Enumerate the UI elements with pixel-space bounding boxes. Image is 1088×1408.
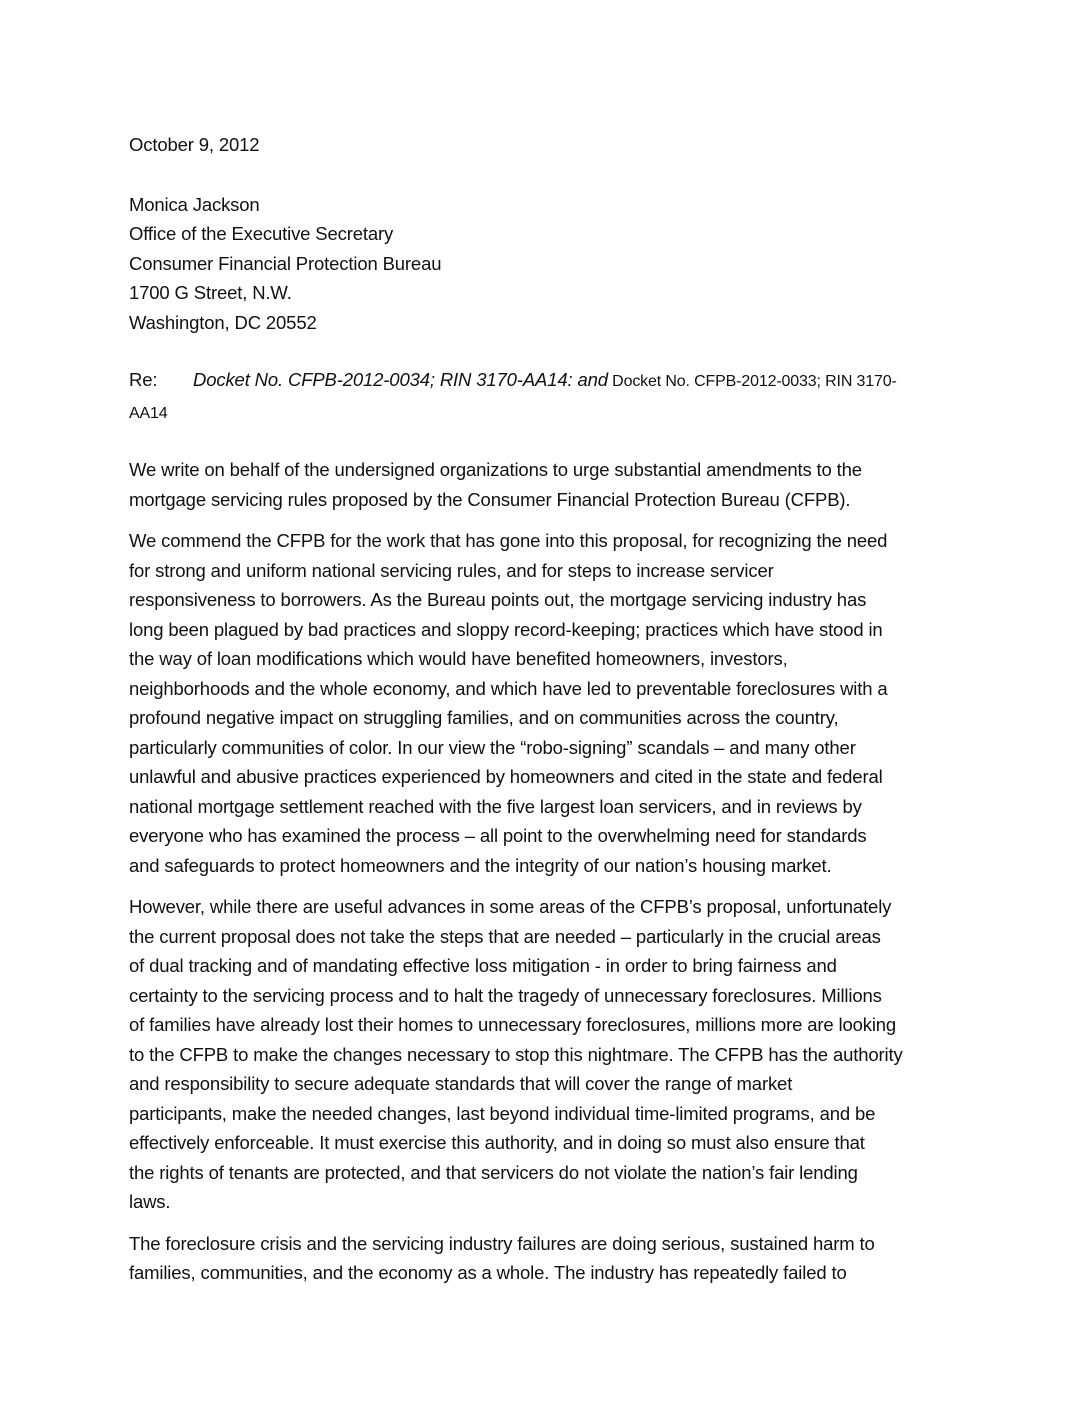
body-paragraph (129, 892, 959, 1217)
re-docket-continuation: AA14 (129, 404, 168, 422)
paragraph-line: of dual tracking and of mandating effective loss mitigation - in order to bring fairness and (129, 955, 837, 976)
paragraph-line: and responsibility to secure adequate standards that will cover the range of market (129, 1073, 793, 1094)
paragraph-line: the way of loan modifications which would have benefited homeowners, investors, (129, 648, 788, 669)
letter-date: October 9, 2012 (129, 134, 260, 155)
paragraph-line: The foreclosure crisis and the servicing industry failures are doing serious, sustained harm to (129, 1232, 875, 1254)
re-docket-italic: Docket No. CFPB-2012-0034; RIN 3170-AA14: and (193, 369, 608, 390)
paragraph-line: mortgage servicing rules proposed by the Consumer Financial Protection Bureau (CFPB). (129, 488, 851, 510)
paragraph-line: profound negative impact on struggling families, and on communities across the country, (129, 707, 839, 728)
body-paragraph (129, 526, 959, 880)
paragraph-line: However, while there are useful advances in some areas of the CFPB’s proposal, unfortunately (129, 896, 892, 917)
paragraph-line: particularly communities of color. In our view the “robo-signing” scandals – and many other (129, 736, 856, 758)
paragraph-line: to the CFPB to make the changes necessary to stop this nightmare. The CFPB has the authority (129, 1043, 903, 1065)
paragraph-line: We write on behalf of the undersigned organizations to urge substantial amendments to the (129, 459, 862, 480)
paragraph-line: families, communities, and the economy as a whole. The industry has repeatedly failed to (129, 1262, 847, 1283)
paragraph-line: laws. (129, 1191, 171, 1212)
paragraph-line: national mortgage settlement reached with the five largest loan servicers, and in reviews by (129, 795, 862, 817)
body-paragraph (129, 1229, 959, 1288)
paragraph-line: certainty to the servicing process and to halt the tragedy of unnecessary foreclosures. Millions (129, 984, 882, 1006)
paragraph-line: the rights of tenants are protected, and that servicers do not violate the nation’s fair lending (129, 1161, 858, 1183)
paragraph-line: effectively enforceable. It must exercise this authority, and in doing so must also ensure that (129, 1132, 865, 1153)
paragraph-line: of families have already lost their homes to unnecessary foreclosures, millions more are looking (129, 1014, 897, 1035)
paragraph-line: unlawful and abusive practices experienced by homeowners and cited in the state and federal (129, 766, 883, 787)
paragraph-line: everyone who has examined the process – all point to the overwhelming need for standards (129, 825, 867, 846)
re-label: Re: (129, 369, 158, 390)
recipient-name: Monica Jackson (129, 193, 260, 215)
recipient-agency: Consumer Financial Protection Bureau (129, 252, 442, 274)
body-paragraph (129, 455, 959, 514)
paragraph-line: the current proposal does not take the steps that are needed – particularly in the crucial areas (129, 925, 881, 947)
paragraph-line: for strong and uniform national servicing rules, and for steps to increase servicer (129, 559, 774, 581)
paragraph-line: neighborhoods and the whole economy, and which have led to preventable foreclosures with a (129, 677, 888, 699)
paragraph-line: participants, make the needed changes, last beyond individual time-limited programs, and be (129, 1102, 876, 1124)
recipient-street: 1700 G Street, N.W. (129, 282, 292, 303)
recipient-office: Office of the Executive Secretary (129, 223, 394, 244)
letter-body (129, 130, 959, 1300)
recipient-city: Washington, DC 20552 (129, 311, 317, 333)
recipient-address (129, 190, 959, 338)
re-docket-plain: Docket No. CFPB-2012-0033; RIN 3170- (607, 373, 897, 390)
paragraph-line: and safeguards to protect homeowners and the integrity of our nation’s housing market. (129, 854, 832, 876)
paragraph-line: We commend the CFPB for the work that has gone into this proposal, for recognizing the need (129, 530, 888, 551)
paragraph-line: long been plagued by bad practices and sloppy record-keeping; practices which have stood in (129, 618, 883, 640)
re-line (129, 365, 959, 428)
paragraph-line: responsiveness to borrowers. As the Bureau points out, the mortgage servicing industry has (129, 589, 867, 610)
letter-paragraphs (129, 455, 959, 1288)
